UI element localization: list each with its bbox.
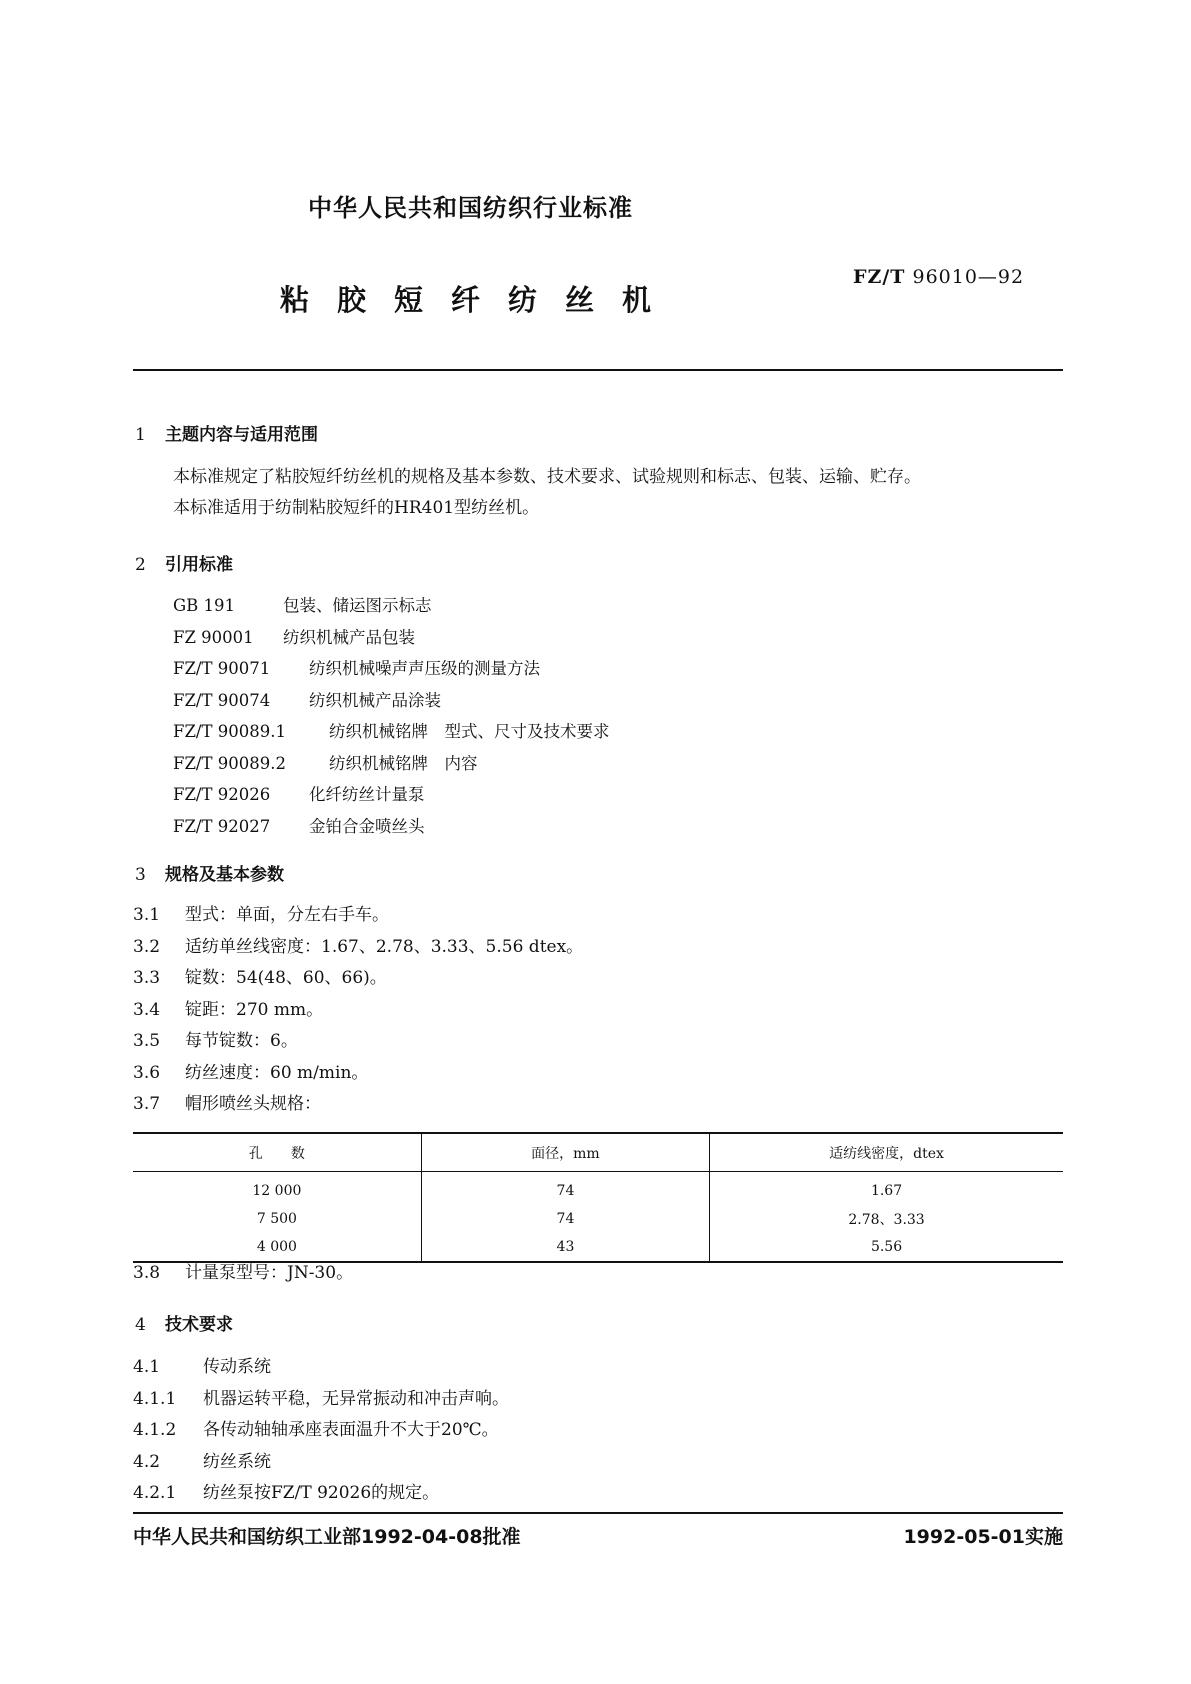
table-cell: 43 [421,1233,709,1262]
clause-text: 帽形喷丝头规格： [185,1094,321,1114]
reference-name: 纺织机械铭牌 内容 [329,753,478,773]
standard-code [853,266,1024,288]
table-row [133,1172,1063,1206]
document-title: 粘胶短纤纺丝机 [280,283,680,317]
clause-number: 4.2 [133,1451,161,1472]
column-header: 适纺线密度，dtex [710,1133,1063,1172]
reference-item [173,685,610,717]
reference-name: 纺织机械产品包装 [283,627,415,647]
clause-number: 4.1.1 [133,1388,177,1409]
clause-text: 锭数：54(48、60、66)。 [185,968,387,988]
clause [133,900,583,932]
reference-code: FZ/T 90089.2 [173,753,286,773]
reference-item [173,716,610,748]
section-1-heading [135,420,318,445]
reference-code: FZ/T 90074 [173,690,271,710]
reference-list [173,590,610,842]
clause-number: 4.1.2 [133,1420,177,1440]
paragraph: 本标准规定了粘胶短纤纺丝机的规格及基本参数、技术要求、试验规则和标志、包装、运输、贮存。 [173,467,921,487]
standard-code-number: 96010—92 [912,266,1025,288]
reference-item [173,653,610,685]
clause-number: 3.7 [133,1094,161,1114]
section-number: 3 [135,865,146,885]
clause-number: 3.8 [133,1263,161,1283]
clause [133,1026,583,1058]
reference-name: 纺织机械铭牌 型式、尺寸及技术要求 [329,722,610,741]
clause-text: 锭距：270 mm。 [185,999,324,1020]
reference-item [173,622,610,654]
section-3-items [133,900,583,1121]
clause [133,1352,509,1384]
table-cell: 5.56 [710,1233,1063,1262]
column-header: 孔 数 [133,1133,421,1172]
reference-code: FZ/T 92027 [173,816,271,836]
clause-text: 纺丝速度：60 m/min。 [185,1062,369,1083]
clause [133,1258,353,1290]
reference-item [173,748,610,780]
clause-number: 3.5 [133,1031,161,1051]
reference-item [173,779,610,811]
section-4-heading [135,1310,233,1335]
section-number: 2 [135,555,146,575]
table-header-row [133,1133,1063,1172]
standard-code-prefix: FZ/T [853,266,906,288]
clause-text: 纺丝系统 [203,1451,271,1472]
clause-text: 机器运转平稳，无异常振动和冲击声响。 [203,1388,509,1409]
clause [133,1089,583,1121]
table-cell: 2.78、3.33 [710,1205,1063,1233]
clause [133,1415,509,1447]
section-title: 引用标准 [165,555,233,575]
clause-text: 传动系统 [203,1357,271,1377]
reference-code: GB 191 [173,596,236,615]
section-4-items [133,1352,509,1510]
reference-name: 化纤纺丝计量泵 [309,785,425,804]
clause-text: 适纺单丝线密度：1.67、2.78、3.33、5.56 dtex。 [185,936,584,957]
reference-code: FZ/T 90089.1 [173,722,286,741]
header-rule [133,369,1063,371]
clause [133,1447,509,1479]
section-title: 技术要求 [165,1315,233,1335]
paragraph: 本标准适用于纺制粘胶短纤的HR401型纺丝机。 [173,498,540,518]
table-cell: 1.67 [710,1172,1063,1206]
section-number: 4 [135,1315,146,1335]
table-cell: 74 [421,1172,709,1206]
reference-code: FZ/T 90071 [173,659,271,678]
section-2-heading [135,550,233,575]
section-number: 1 [135,425,146,445]
clause-text: 纺丝泵按FZ/T 92026的规定。 [203,1483,440,1503]
table-cell: 7 500 [256,1211,297,1227]
clause [133,1384,509,1416]
spinneret-spec-table [133,1132,1063,1263]
clause [133,1058,583,1090]
section-title: 规格及基本参数 [165,865,284,885]
clause-number: 4.1 [133,1357,161,1377]
clause-text: 型式：单面，分左右手车。 [185,905,389,925]
effective-date: 1992-05-01实施 [903,1526,1063,1548]
clause-number: 3.2 [133,936,161,957]
footer-rule [133,1512,1063,1514]
reference-name: 纺织机械噪声声压级的测量方法 [309,659,540,678]
section-1-body [173,462,921,524]
section-title: 主题内容与适用范围 [165,425,318,445]
reference-item [173,811,610,843]
table-row [133,1205,1063,1233]
clause-number: 3.1 [133,905,161,925]
clause [133,963,583,995]
clause [133,995,583,1027]
approval-line: 中华人民共和国纺织工业部1992-04-08批准 [133,1526,521,1548]
clause-number: 3.4 [133,999,161,1020]
clause [133,1478,509,1510]
clause [133,932,583,964]
clause-number: 4.2.1 [133,1483,177,1503]
clause-number: 3.3 [133,968,161,988]
section-3-heading [135,860,284,885]
table-cell: 12 000 [252,1183,302,1199]
reference-code: FZ/T 92026 [173,785,271,804]
reference-name: 金铂合金喷丝头 [309,816,425,836]
clause-text: 各传动轴轴承座表面温升不大于20℃。 [203,1420,499,1440]
issuing-authority: 中华人民共和国纺织行业标准 [308,194,633,222]
clause-text: 计量泵型号：JN-30。 [185,1263,354,1283]
clause-number: 3.6 [133,1062,161,1083]
table-cell: 74 [421,1205,709,1233]
column-header: 面径，mm [421,1133,709,1172]
table-cell: 4 000 [133,1233,421,1262]
reference-name: 包装、储运图示标志 [283,596,432,615]
reference-name: 纺织机械产品涂装 [309,690,441,710]
reference-code: FZ 90001 [173,627,254,647]
reference-item [173,590,610,622]
clause-text: 每节锭数：6。 [185,1031,298,1051]
